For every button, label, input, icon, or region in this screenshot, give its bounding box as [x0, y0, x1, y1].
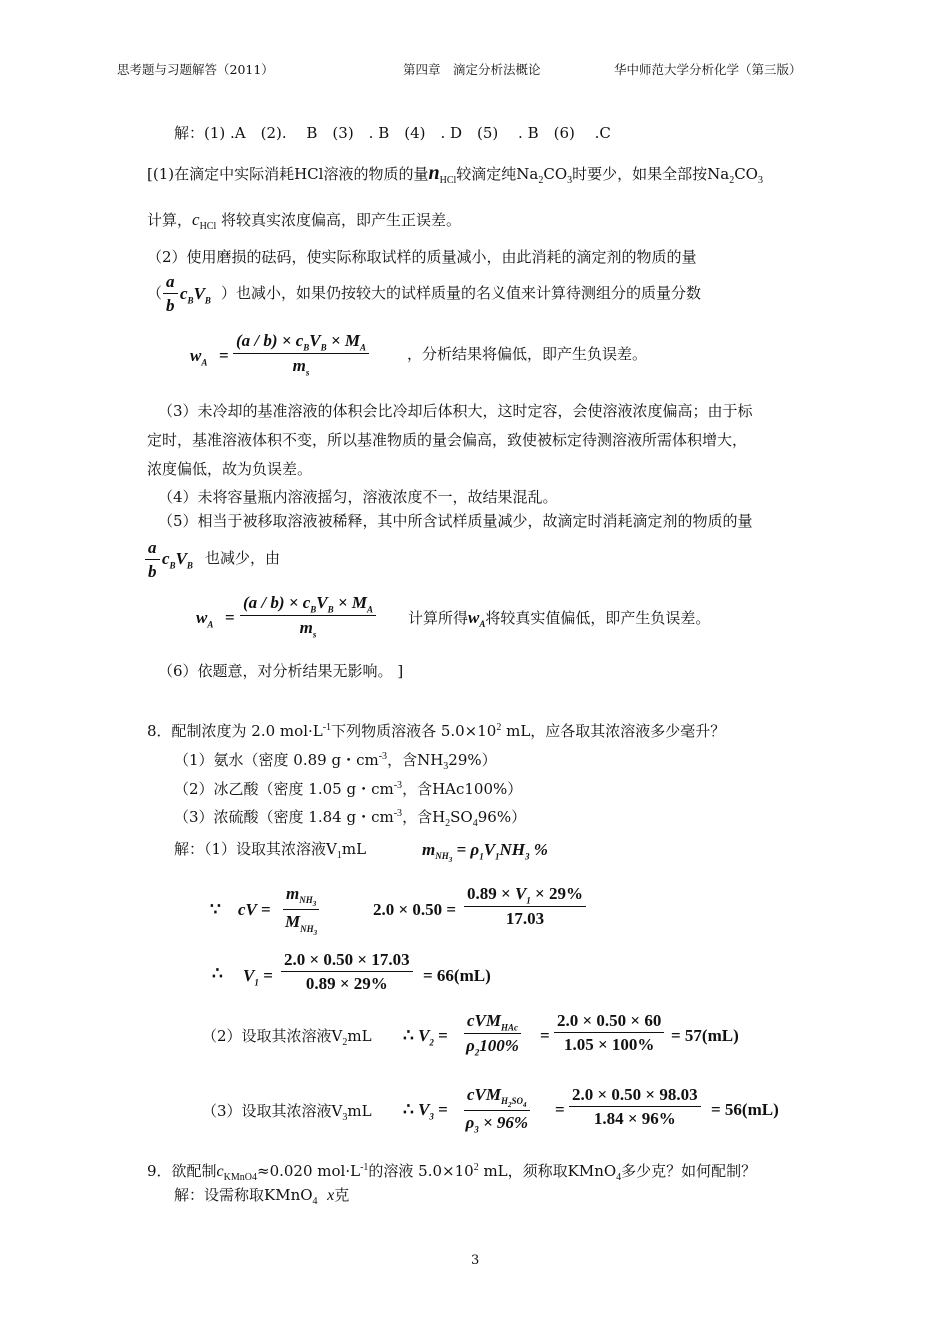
fraction-wA-1: $(a / b) \times c_BV_B \times M_A$ $m_s$ [233, 331, 369, 378]
therefore-symbol-2: ∴ $V_2$ = [403, 1026, 448, 1048]
explanation-3-line3: 浓度偏低，故为负误差。 [147, 460, 313, 478]
page-number: 3 [471, 1253, 480, 1268]
fraction-m-over-M: $m_{NH_3}$ $M_{NH_3}$ [283, 884, 319, 936]
explanation-3-line2: 定时，基准溶液体积不变，所以基准物质的量会偏高，致使被标定待测溶液所需体积增大， [147, 431, 748, 449]
fraction-cVM-h2so4: cVM$_{H_2SO_4}$ $\rho_3 \times 96\%$ [465, 1085, 529, 1135]
result-eq3: = 56(mL) [711, 1100, 779, 1119]
fraction-eq1: $\frac{2.0 \times 0.50 \times 17.03}{0.89 \times 29\%}$ [281, 950, 413, 994]
header-left: 思考题与习题解答（2011） [117, 62, 274, 77]
formula-wA-1: $w_A$ [190, 346, 208, 368]
q8-item3: （3）浓硫酸（密度 1.84 g・$cm^{-3}$，含$H_2SO_496\%$） [174, 808, 527, 829]
q9-solution: 解：设需称取KMnO$_4$ x克 [174, 1186, 350, 1207]
formula-cBVB: $c_BV_B$ [180, 284, 211, 306]
q8-stem: 8．配制浓度为 2.0 $mol\cdot L^{-1}$下列物质溶液各 $5.0\times 10^2$ mL，应各取其浓溶液多少毫升？ [147, 722, 726, 740]
explanation-4: （4）未将容量瓶内溶液摇匀，溶液浓度不一，故结果混乱。 [158, 488, 558, 506]
q9-stem: 9．欲配制$c_{KMnO4}\approx 0.020$ $mol\cdot L^{-1}$的溶液 $5.0\times 10^2$ mL，须称取KMnO$_4$多少克？如何配制？ [147, 1162, 757, 1183]
fraction-eq2: $\frac{2.0 \times 0.50 \times 60}{1.05 \times 100\%}$ [554, 1011, 664, 1055]
equals-eq2: = [540, 1026, 550, 1045]
explanation-5-line1: （5）相当于被移取溶液被稀释，其中所含试样质量减少，故滴定时消耗滴定剂的物质的量 [158, 512, 753, 530]
formula-lhs-1: 2.0 × 0.50 = [373, 900, 457, 919]
header-center: 第四章 滴定分析法概论 [403, 62, 541, 77]
therefore-symbol-1: ∴ [212, 964, 223, 983]
q8-sol3-label: （3）设取其浓溶液$V_3mL$ [202, 1102, 372, 1123]
q8-sol1-label: 解：（1）设取其浓溶液$V_1mL$ [174, 840, 367, 861]
formula-m-nh3: $m_{NH_3} = \rho_1V_1NH_3$ % [422, 840, 548, 865]
explanation-1-line2: 计算，$c_{HCl}$ 将较真实浓度偏高，即产生正误差。 [147, 210, 462, 232]
formula-cV: cV = [238, 900, 271, 919]
explanation-2-line3: ，分析结果将偏低，即产生负误差。 [407, 345, 648, 363]
therefore-symbol-3: ∴ $V_3$ = [403, 1100, 448, 1122]
fraction-cVM-hac: cVM$_{HAc}$ $\rho_2100\%$ [464, 1011, 521, 1058]
formula-V1: $V_1$ = [243, 966, 273, 988]
explanation-2-open: （ [147, 284, 163, 302]
explanation-1-line1: [(1)在滴定中实际消耗HCl溶液的物质的量$n_{HCl}$较滴定纯$Na_2CO_3$时要少，如果全部按$Na_2CO_3$ [147, 162, 763, 186]
equals-eq3: = [555, 1100, 565, 1119]
result-eq2: = 57(mL) [671, 1026, 739, 1045]
explanation-5-line2: 也减少，由 [205, 549, 281, 567]
formula-cBVB-2: $c_BV_B$ [162, 549, 193, 571]
because-symbol: ∵ [210, 900, 221, 919]
fraction-nh3-mass: $\frac{0.89 \times V_1 \times 29\%}{17.03}$ [464, 884, 586, 929]
header-right: 华中师范大学分析化学（第三版） [614, 62, 802, 77]
equals-2: = [225, 608, 235, 627]
formula-wA-2: $w_A$ [196, 608, 214, 630]
answers-line: 解：(1) .A (2). B (3) . B (4) . D (5) . B (6) .C [174, 124, 611, 142]
equals-1: = [219, 346, 229, 365]
fraction-a-over-b: $\frac{a}{b}$ [163, 272, 178, 316]
explanation-2-line1: （2）使用磨损的砝码，使实际称取试样的质量减小，由此消耗的滴定剂的物质的量 [147, 248, 697, 266]
explanation-3-line1: （3）未冷却的基准溶液的体积会比冷却后体积大，这时定容，会使溶液浓度偏高；由于标 [158, 402, 753, 420]
explanation-2-line2: ）也减小，如果仍按较大的试样质量的名义值来计算待测组分的质量分数 [221, 284, 702, 302]
fraction-a-over-b-2: $\frac{a}{b}$ [145, 538, 160, 582]
result-eq1: = 66(mL) [423, 966, 491, 985]
q8-item2: （2）冰乙酸（密度 1.05 g・$cm^{-3}$，含HAc100%） [174, 780, 523, 798]
fraction-wA-2: $(a / b) \times c_BV_B \times M_A$ $m_s$ [240, 593, 376, 640]
explanation-5-line3: 计算所得$w_A$将较真实值偏低，即产生负误差。 [408, 608, 711, 629]
explanation-6: （6）依题意，对分析结果无影响。 ] [158, 662, 404, 680]
fraction-eq3: $\frac{2.0 \times 0.50 \times 98.03}{1.84 \times 96\%}$ [569, 1085, 701, 1129]
q8-sol2-label: （2）设取其浓溶液$V_2mL$ [202, 1027, 372, 1048]
q8-item1: （1）氨水（密度 0.89 g・$cm^{-3}$，含$NH_329\%$） [174, 751, 497, 772]
